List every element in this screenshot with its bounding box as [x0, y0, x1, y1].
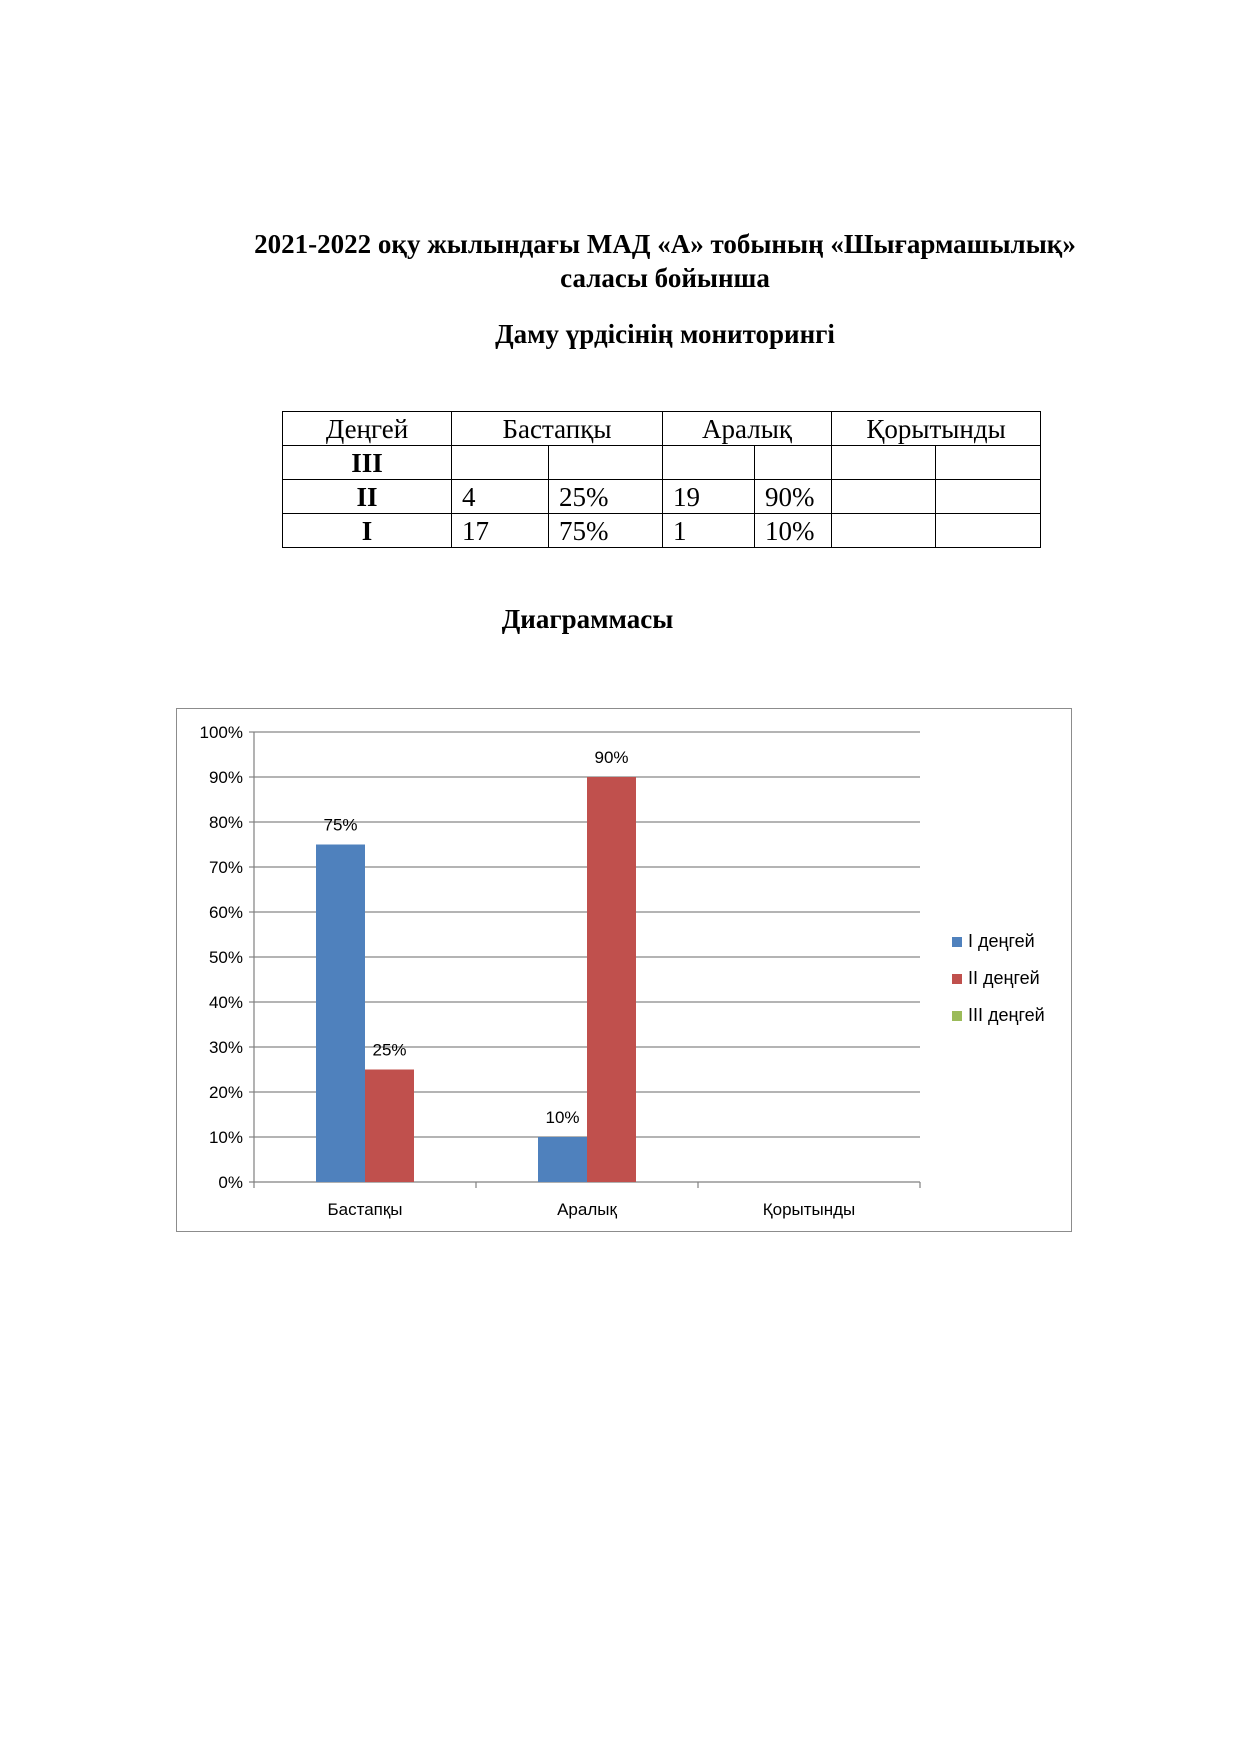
- y-tick-label: 70%: [208, 858, 243, 877]
- bar: [587, 777, 636, 1182]
- table-header-row: [283, 412, 1041, 446]
- y-tick-label: 10%: [208, 1128, 243, 1147]
- doc-title-line1: 2021-2022 оқу жылындағы МАД «А» тобының «Шығармашылық»: [254, 229, 1076, 259]
- table-cell: 17: [452, 514, 549, 548]
- table-row: [283, 446, 1041, 480]
- legend-label: I деңгей: [968, 931, 1035, 951]
- doc-subtitle: Даму үрдісінің мониторингі: [495, 319, 835, 349]
- y-tick-label: 80%: [208, 813, 243, 832]
- x-tick-label: Бастапқы: [327, 1200, 403, 1219]
- legend-item: [952, 923, 1045, 960]
- y-tick-label: 100%: [199, 723, 243, 742]
- table-cell: 25%: [549, 480, 663, 514]
- header-initial: Бастапқы: [452, 412, 663, 446]
- bar-chart: [176, 708, 1072, 1232]
- legend-swatch: [952, 937, 962, 947]
- legend-label: II деңгей: [968, 968, 1040, 988]
- legend-swatch: [952, 1011, 962, 1021]
- data-label: 25%: [372, 1040, 407, 1060]
- table-cell: 75%: [549, 514, 663, 548]
- bar: [316, 845, 365, 1183]
- doc-title-line2: саласы бойынша: [560, 263, 770, 293]
- table-cell: 10%: [755, 514, 832, 548]
- table-cell: [549, 446, 663, 480]
- legend-swatch: [952, 974, 962, 984]
- bar: [538, 1137, 587, 1182]
- legend-item: [952, 960, 1045, 997]
- y-tick-label: 50%: [208, 948, 243, 967]
- y-tick-label: 30%: [208, 1038, 243, 1057]
- x-tick-label: Аралық: [557, 1200, 617, 1219]
- data-label: 10%: [545, 1108, 580, 1127]
- table-cell: [663, 446, 755, 480]
- y-tick-label: 40%: [208, 993, 243, 1012]
- level-cell: II: [283, 480, 452, 514]
- level-cell: I: [283, 514, 452, 548]
- chart-canvas: [177, 709, 1073, 1233]
- header-intermediate: Аралық: [663, 412, 832, 446]
- diagram-title: Диаграммасы: [501, 604, 674, 634]
- x-tick-label: Қорытынды: [762, 1200, 856, 1219]
- table-cell: [832, 446, 936, 480]
- bar: [365, 1070, 414, 1183]
- table-row: [283, 514, 1041, 548]
- table-cell: [936, 480, 1041, 514]
- legend-item: [952, 997, 1045, 1034]
- table-cell: [832, 514, 936, 548]
- y-tick-label: 0%: [218, 1173, 243, 1192]
- table-cell: [936, 514, 1041, 548]
- header-final: Қорытынды: [832, 412, 1041, 446]
- chart-legend: [952, 923, 1045, 1034]
- legend-label: III деңгей: [968, 1005, 1045, 1025]
- levels-table: [282, 411, 1041, 548]
- table-cell: [452, 446, 549, 480]
- y-tick-label: 90%: [208, 768, 243, 787]
- table-cell: [936, 446, 1041, 480]
- table-cell: [832, 480, 936, 514]
- table-cell: 19: [663, 480, 755, 514]
- data-label: 75%: [323, 815, 358, 835]
- table-row: [283, 480, 1041, 514]
- level-cell: III: [283, 446, 452, 480]
- table-cell: 90%: [755, 480, 832, 514]
- y-tick-label: 60%: [208, 903, 243, 922]
- table-cell: 1: [663, 514, 755, 548]
- y-tick-label: 20%: [208, 1083, 243, 1102]
- table-cell: [755, 446, 832, 480]
- table-cell: 4: [452, 480, 549, 514]
- data-label: 90%: [594, 748, 629, 767]
- header-level: Деңгей: [283, 412, 452, 446]
